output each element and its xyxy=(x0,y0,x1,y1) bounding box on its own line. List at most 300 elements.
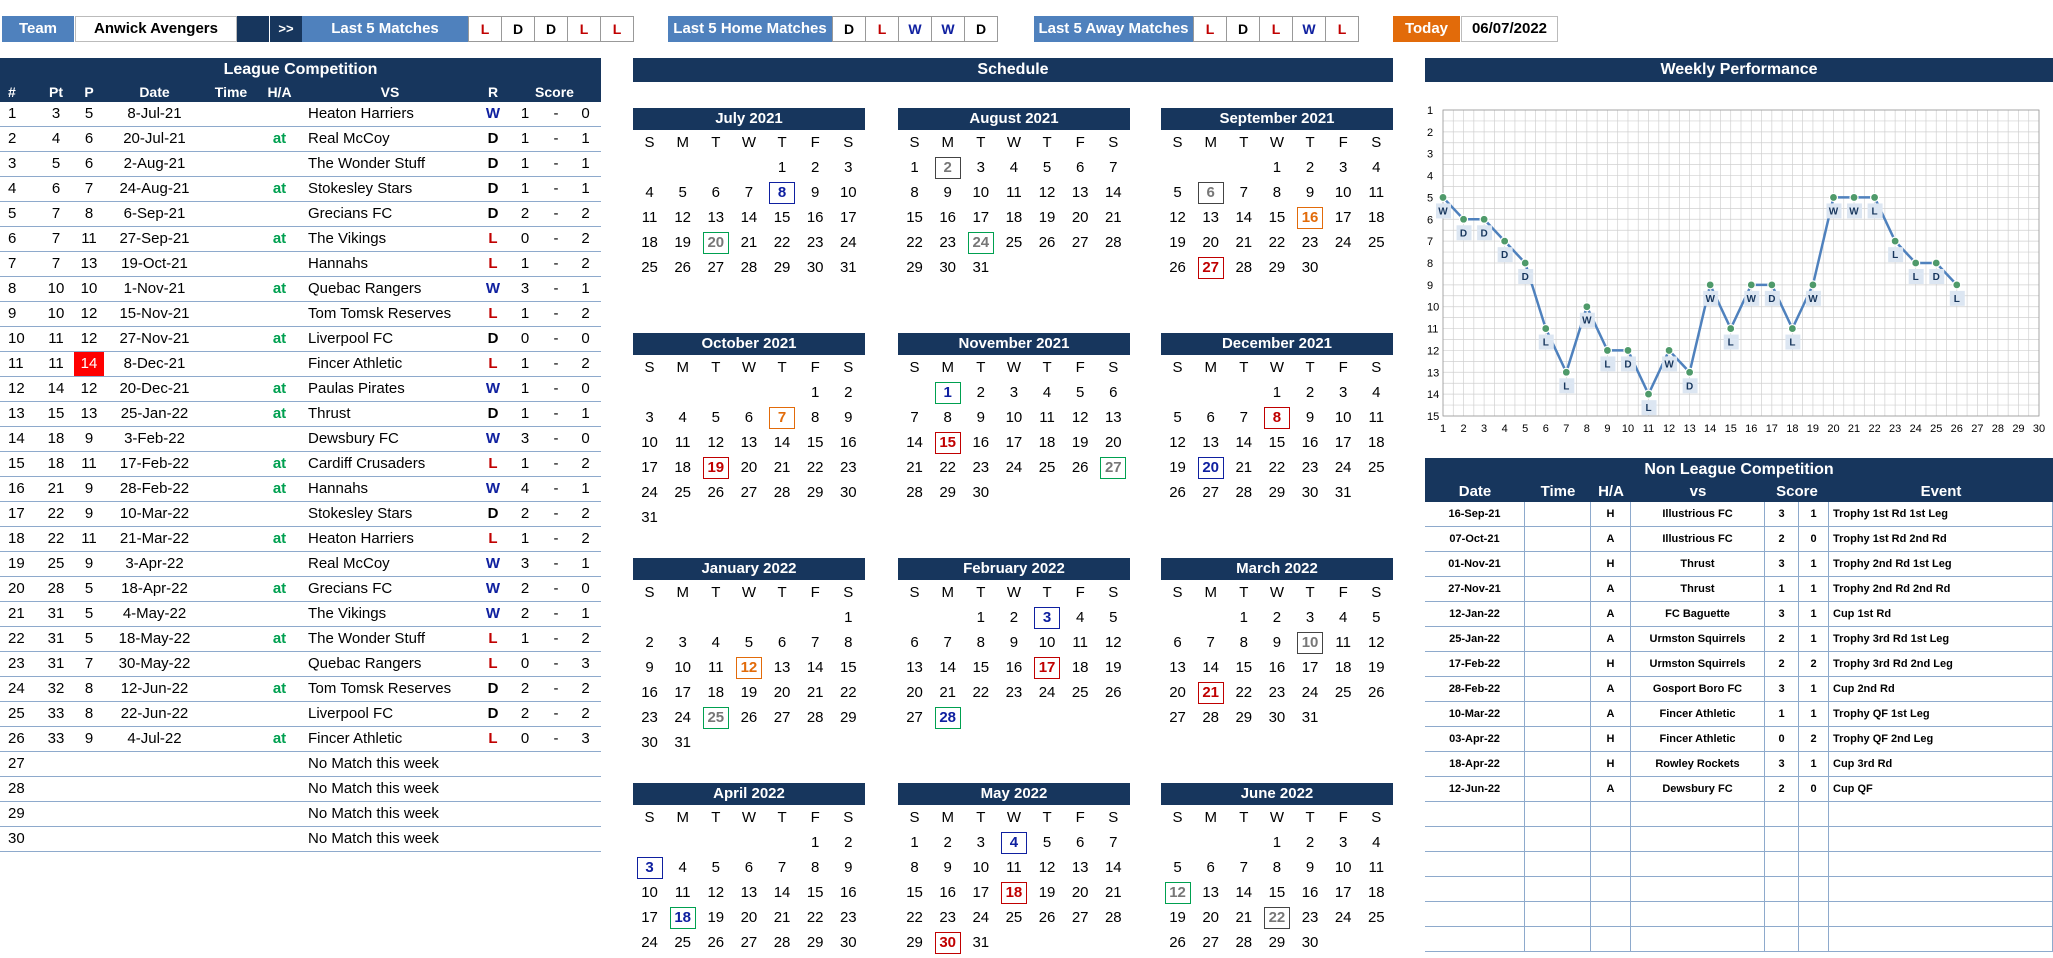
calendar-day[interactable]: 16 xyxy=(1301,884,1319,901)
calendar-day[interactable]: 6 xyxy=(744,409,754,426)
calendar-day[interactable]: 4 xyxy=(1042,384,1052,401)
calendar-day[interactable]: 7 xyxy=(811,634,820,651)
calendar-day[interactable]: 26 xyxy=(1169,484,1186,501)
calendar-day[interactable]: 13 xyxy=(707,209,725,226)
calendar-day[interactable]: 7 xyxy=(1109,159,1118,176)
calendar-day[interactable]: 26 xyxy=(740,709,758,726)
calendar-day[interactable]: 19 xyxy=(1169,234,1186,251)
calendar-day[interactable]: 2 xyxy=(1009,609,1019,626)
match-day-marker[interactable]: 12 xyxy=(1165,882,1191,904)
calendar-day[interactable] xyxy=(699,455,732,480)
calendar-day[interactable]: 23 xyxy=(839,909,857,926)
calendar-day[interactable]: 2 xyxy=(1272,609,1282,626)
calendar-day[interactable]: 21 xyxy=(773,459,791,476)
calendar-day[interactable]: 17 xyxy=(1334,209,1352,226)
match-day-marker[interactable]: 7 xyxy=(769,407,795,429)
calendar-day[interactable]: 29 xyxy=(806,934,824,951)
calendar-day[interactable]: 15 xyxy=(806,434,824,451)
calendar-day[interactable]: 30 xyxy=(1301,259,1319,276)
calendar-day[interactable]: 14 xyxy=(906,434,923,451)
calendar-day[interactable]: 6 xyxy=(910,634,919,651)
calendar-day[interactable]: 1 xyxy=(811,384,820,401)
match-day-marker[interactable]: 12 xyxy=(736,657,762,679)
calendar-day[interactable]: 30 xyxy=(939,259,957,276)
calendar-day[interactable]: 21 xyxy=(740,234,758,251)
calendar-day[interactable]: 25 xyxy=(674,934,692,951)
calendar-day[interactable]: 8 xyxy=(1239,634,1248,651)
calendar-day[interactable]: 6 xyxy=(1076,834,1085,851)
calendar-day[interactable]: 30 xyxy=(972,484,990,501)
calendar-day[interactable]: 3 xyxy=(1339,834,1348,851)
calendar-day[interactable]: 12 xyxy=(707,884,725,901)
calendar-day[interactable]: 15 xyxy=(806,884,824,901)
calendar-day[interactable]: 28 xyxy=(773,934,791,951)
calendar-day[interactable]: 17 xyxy=(1334,884,1352,901)
calendar-day[interactable]: 10 xyxy=(1038,634,1056,651)
calendar-day[interactable]: 22 xyxy=(806,909,824,926)
calendar-day[interactable]: 5 xyxy=(711,409,720,426)
calendar-day[interactable]: 19 xyxy=(1367,659,1385,676)
calendar-day[interactable]: 18 xyxy=(1038,434,1056,451)
calendar-day[interactable]: 20 xyxy=(773,684,791,701)
calendar-day[interactable]: 28 xyxy=(1235,484,1253,501)
calendar-day[interactable]: 12 xyxy=(1038,184,1056,201)
next-team-button[interactable]: >> xyxy=(269,16,302,42)
calendar-day[interactable]: 3 xyxy=(976,159,985,176)
calendar-day[interactable]: 7 xyxy=(1239,184,1248,201)
calendar-day[interactable]: 3 xyxy=(1009,384,1019,401)
calendar-day[interactable]: 5 xyxy=(1173,184,1182,201)
calendar-day[interactable]: 23 xyxy=(641,709,658,726)
match-day-marker[interactable]: 20 xyxy=(1198,457,1224,479)
calendar-day[interactable]: 25 xyxy=(1367,909,1385,926)
calendar-day[interactable]: 30 xyxy=(1268,709,1286,726)
calendar-day[interactable]: 11 xyxy=(1368,184,1385,201)
calendar-day[interactable]: 28 xyxy=(1104,234,1122,251)
calendar-day[interactable]: 23 xyxy=(1301,459,1319,476)
calendar-day[interactable]: 30 xyxy=(1301,934,1319,951)
calendar-day[interactable]: 6 xyxy=(1206,409,1215,426)
match-day-marker[interactable]: 27 xyxy=(1100,457,1126,479)
calendar-day[interactable]: 7 xyxy=(1239,859,1248,876)
match-day-marker[interactable]: 18 xyxy=(670,907,696,929)
calendar-day[interactable]: 10 xyxy=(972,859,990,876)
calendar-day[interactable]: 14 xyxy=(1104,859,1122,876)
calendar-day[interactable]: 3 xyxy=(1339,159,1348,176)
match-day-marker[interactable]: 3 xyxy=(637,857,663,879)
match-day-marker[interactable]: 20 xyxy=(703,232,729,254)
calendar-day[interactable]: 24 xyxy=(674,709,692,726)
match-day-marker[interactable]: 30 xyxy=(935,932,961,954)
calendar-day[interactable]: 5 xyxy=(1042,834,1052,851)
calendar-day[interactable]: 11 xyxy=(1006,184,1022,201)
calendar-day[interactable]: 8 xyxy=(844,634,853,651)
calendar-day[interactable]: 26 xyxy=(1367,684,1385,701)
calendar-day[interactable]: 7 xyxy=(744,184,754,201)
calendar-day[interactable] xyxy=(1194,680,1227,705)
calendar-day[interactable]: 5 xyxy=(1109,609,1118,626)
calendar-day[interactable]: 10 xyxy=(674,659,692,676)
calendar-day[interactable]: 13 xyxy=(740,884,758,901)
calendar-day[interactable]: 7 xyxy=(1109,834,1118,851)
calendar-day[interactable]: 16 xyxy=(839,884,857,901)
calendar-day[interactable]: 13 xyxy=(1202,209,1220,226)
calendar-day[interactable]: 27 xyxy=(707,259,725,276)
calendar-day[interactable] xyxy=(1194,455,1227,480)
match-day-marker[interactable]: 24 xyxy=(968,232,994,254)
calendar-day[interactable]: 11 xyxy=(1335,634,1351,651)
calendar-day[interactable]: 18 xyxy=(1367,884,1385,901)
calendar-day[interactable]: 6 xyxy=(1109,384,1118,401)
calendar-day[interactable]: 31 xyxy=(641,509,658,526)
calendar-day[interactable]: 15 xyxy=(1235,659,1253,676)
calendar-day[interactable]: 27 xyxy=(1071,909,1089,926)
calendar-day[interactable]: 20 xyxy=(1104,434,1122,451)
match-day-marker[interactable]: 8 xyxy=(769,182,795,204)
calendar-day[interactable] xyxy=(1031,605,1064,630)
calendar-day[interactable]: 9 xyxy=(943,859,952,876)
calendar-day[interactable]: 29 xyxy=(806,484,824,501)
calendar-day[interactable]: 5 xyxy=(1042,159,1052,176)
calendar-day[interactable]: 4 xyxy=(1009,159,1019,176)
calendar-day[interactable]: 28 xyxy=(1202,709,1220,726)
calendar-day[interactable] xyxy=(1194,255,1227,280)
calendar-day[interactable]: 25 xyxy=(1071,684,1089,701)
calendar-day[interactable]: 23 xyxy=(1268,684,1286,701)
calendar-day[interactable]: 28 xyxy=(773,484,791,501)
calendar-day[interactable]: 12 xyxy=(1038,859,1056,876)
match-day-marker[interactable]: 1 xyxy=(935,382,961,404)
calendar-day[interactable] xyxy=(997,880,1030,905)
calendar-day[interactable]: 6 xyxy=(1206,859,1215,876)
calendar-day[interactable]: 2 xyxy=(1305,384,1315,401)
calendar-day[interactable]: 13 xyxy=(1071,184,1089,201)
calendar-day[interactable]: 6 xyxy=(777,634,787,651)
calendar-day[interactable]: 21 xyxy=(1235,909,1253,926)
calendar-day[interactable]: 19 xyxy=(707,909,725,926)
calendar-day[interactable]: 16 xyxy=(641,684,658,701)
match-day-marker[interactable]: 6 xyxy=(1198,182,1224,204)
calendar-day[interactable]: 21 xyxy=(1104,884,1122,901)
calendar-day[interactable]: 9 xyxy=(1272,634,1282,651)
calendar-day[interactable]: 13 xyxy=(773,659,791,676)
calendar-day[interactable]: 31 xyxy=(1334,484,1352,501)
calendar-day[interactable]: 23 xyxy=(939,234,957,251)
calendar-day[interactable]: 15 xyxy=(1268,434,1286,451)
calendar-day[interactable]: 19 xyxy=(1038,209,1056,226)
calendar-day[interactable]: 8 xyxy=(910,184,919,201)
calendar-day[interactable]: 15 xyxy=(972,659,990,676)
calendar-day[interactable]: 23 xyxy=(939,909,957,926)
calendar-day[interactable]: 16 xyxy=(972,434,990,451)
calendar-day[interactable]: 13 xyxy=(1104,409,1122,426)
calendar-day[interactable] xyxy=(633,855,666,880)
calendar-day[interactable]: 10 xyxy=(839,184,857,201)
calendar-day[interactable]: 1 xyxy=(910,834,919,851)
calendar-day[interactable]: 29 xyxy=(1268,934,1286,951)
calendar-day[interactable]: 27 xyxy=(1202,484,1220,501)
match-day-marker[interactable]: 10 xyxy=(1297,632,1323,654)
calendar-day[interactable]: 21 xyxy=(1235,234,1253,251)
calendar-day[interactable]: 23 xyxy=(1301,909,1319,926)
calendar-day[interactable]: 4 xyxy=(1372,834,1381,851)
calendar-day[interactable]: 19 xyxy=(1071,434,1089,451)
calendar-day[interactable]: 16 xyxy=(1005,659,1023,676)
calendar-day[interactable] xyxy=(666,905,699,930)
calendar-day[interactable]: 30 xyxy=(1301,484,1319,501)
calendar-day[interactable]: 18 xyxy=(641,234,658,251)
calendar-day[interactable]: 14 xyxy=(1202,659,1220,676)
calendar-day[interactable]: 24 xyxy=(839,234,857,251)
match-day-marker[interactable]: 8 xyxy=(1264,407,1290,429)
calendar-day[interactable]: 5 xyxy=(711,859,720,876)
calendar-day[interactable]: 22 xyxy=(1268,234,1286,251)
calendar-day[interactable]: 22 xyxy=(806,459,824,476)
match-day-marker[interactable]: 22 xyxy=(1264,907,1290,929)
calendar-day[interactable]: 30 xyxy=(641,734,658,751)
calendar-day[interactable]: 31 xyxy=(674,734,692,751)
calendar-day[interactable]: 26 xyxy=(707,484,725,501)
calendar-day[interactable]: 20 xyxy=(1169,684,1186,701)
calendar-day[interactable]: 15 xyxy=(839,659,857,676)
calendar-day[interactable]: 18 xyxy=(1367,434,1385,451)
calendar-day[interactable]: 24 xyxy=(1334,909,1352,926)
calendar-day[interactable] xyxy=(931,430,964,455)
calendar-day[interactable] xyxy=(732,655,765,680)
calendar-day[interactable]: 6 xyxy=(1173,634,1182,651)
calendar-day[interactable]: 12 xyxy=(1367,634,1385,651)
calendar-day[interactable]: 28 xyxy=(740,259,758,276)
calendar-day[interactable]: 7 xyxy=(1206,634,1215,651)
calendar-day[interactable]: 22 xyxy=(906,909,923,926)
calendar-day[interactable]: 20 xyxy=(1202,234,1220,251)
calendar-day[interactable]: 21 xyxy=(906,459,923,476)
calendar-day[interactable]: 8 xyxy=(1272,859,1282,876)
calendar-day[interactable]: 18 xyxy=(707,684,725,701)
calendar-day[interactable]: 17 xyxy=(1334,434,1352,451)
calendar-day[interactable]: 26 xyxy=(1104,684,1122,701)
calendar-day[interactable]: 10 xyxy=(1334,859,1352,876)
calendar-day[interactable]: 15 xyxy=(773,209,791,226)
match-day-marker[interactable]: 18 xyxy=(1001,882,1027,904)
calendar-day[interactable]: 9 xyxy=(1305,184,1315,201)
calendar-day[interactable]: 10 xyxy=(1005,409,1023,426)
calendar-day[interactable]: 11 xyxy=(708,659,724,676)
calendar-day[interactable]: 7 xyxy=(943,634,952,651)
calendar-day[interactable]: 11 xyxy=(1368,409,1385,426)
calendar-day[interactable]: 8 xyxy=(976,634,985,651)
calendar-day[interactable]: 26 xyxy=(1038,909,1056,926)
calendar-day[interactable]: 24 xyxy=(1301,684,1319,701)
calendar-day[interactable]: 18 xyxy=(1071,659,1089,676)
calendar-day[interactable]: 11 xyxy=(1006,859,1022,876)
calendar-day[interactable]: 7 xyxy=(1239,409,1248,426)
calendar-day[interactable]: 24 xyxy=(641,934,658,951)
calendar-day[interactable]: 10 xyxy=(641,434,658,451)
calendar-day[interactable] xyxy=(997,830,1030,855)
calendar-day[interactable]: 25 xyxy=(1367,459,1385,476)
calendar-day[interactable]: 9 xyxy=(811,184,820,201)
calendar-day[interactable]: 16 xyxy=(939,884,957,901)
calendar-day[interactable]: 28 xyxy=(906,484,923,501)
calendar-day[interactable]: 24 xyxy=(1005,459,1023,476)
calendar-day[interactable]: 7 xyxy=(777,859,787,876)
calendar-day[interactable] xyxy=(1260,905,1293,930)
calendar-day[interactable]: 9 xyxy=(844,859,853,876)
calendar-day[interactable]: 29 xyxy=(939,484,957,501)
calendar-day[interactable]: 3 xyxy=(1339,384,1348,401)
calendar-day[interactable] xyxy=(931,380,964,405)
match-day-marker[interactable]: 17 xyxy=(1034,657,1060,679)
calendar-day[interactable]: 14 xyxy=(939,659,957,676)
calendar-day[interactable]: 15 xyxy=(1268,884,1286,901)
calendar-day[interactable]: 4 xyxy=(678,409,687,426)
calendar-day[interactable]: 20 xyxy=(1071,884,1089,901)
calendar-day[interactable]: 21 xyxy=(939,684,957,701)
calendar-day[interactable]: 17 xyxy=(839,209,857,226)
calendar-day[interactable] xyxy=(766,180,799,205)
calendar-day[interactable]: 8 xyxy=(943,409,952,426)
calendar-day[interactable] xyxy=(964,230,997,255)
calendar-day[interactable]: 11 xyxy=(1039,409,1055,426)
match-day-marker[interactable]: 21 xyxy=(1198,682,1224,704)
calendar-day[interactable]: 9 xyxy=(943,184,952,201)
calendar-day[interactable]: 19 xyxy=(1104,659,1122,676)
team-dropdown-arrow[interactable] xyxy=(237,16,269,42)
calendar-day[interactable]: 14 xyxy=(740,209,758,226)
calendar-day[interactable]: 15 xyxy=(1268,209,1286,226)
calendar-day[interactable]: 26 xyxy=(707,934,725,951)
calendar-day[interactable]: 5 xyxy=(744,634,754,651)
calendar-day[interactable]: 22 xyxy=(1235,684,1253,701)
calendar-day[interactable]: 9 xyxy=(844,409,853,426)
calendar-day[interactable]: 8 xyxy=(1272,184,1282,201)
calendar-day[interactable]: 29 xyxy=(1268,259,1286,276)
calendar-day[interactable]: 11 xyxy=(674,884,691,901)
calendar-day[interactable]: 12 xyxy=(707,434,725,451)
calendar-day[interactable]: 4 xyxy=(1372,159,1381,176)
calendar-day[interactable]: 29 xyxy=(906,934,923,951)
calendar-day[interactable]: 20 xyxy=(740,459,758,476)
calendar-day[interactable]: 17 xyxy=(972,209,990,226)
calendar-day[interactable]: 12 xyxy=(674,209,692,226)
calendar-day[interactable]: 1 xyxy=(811,834,820,851)
calendar-day[interactable]: 10 xyxy=(1334,409,1352,426)
calendar-day[interactable] xyxy=(1031,655,1064,680)
calendar-day[interactable]: 2 xyxy=(811,159,820,176)
calendar-day[interactable]: 3 xyxy=(1305,609,1315,626)
calendar-day[interactable]: 19 xyxy=(1169,459,1186,476)
calendar-day[interactable]: 21 xyxy=(1235,459,1253,476)
calendar-day[interactable]: 14 xyxy=(806,659,824,676)
calendar-day[interactable]: 4 xyxy=(1339,609,1348,626)
calendar-day[interactable]: 24 xyxy=(1038,684,1056,701)
calendar-day[interactable]: 16 xyxy=(806,209,824,226)
calendar-day[interactable]: 9 xyxy=(976,409,985,426)
calendar-day[interactable]: 30 xyxy=(839,484,857,501)
calendar-day[interactable]: 1 xyxy=(1272,159,1282,176)
calendar-day[interactable]: 17 xyxy=(972,884,990,901)
calendar-day[interactable]: 29 xyxy=(1235,709,1253,726)
calendar-day[interactable]: 14 xyxy=(773,434,791,451)
calendar-day[interactable]: 25 xyxy=(641,259,658,276)
calendar-day[interactable]: 9 xyxy=(1305,409,1315,426)
calendar-day[interactable]: 22 xyxy=(972,684,990,701)
calendar-day[interactable]: 26 xyxy=(674,259,692,276)
calendar-day[interactable]: 4 xyxy=(1076,609,1085,626)
calendar-day[interactable] xyxy=(1294,205,1327,230)
calendar-day[interactable]: 22 xyxy=(839,684,857,701)
calendar-day[interactable]: 4 xyxy=(1372,384,1381,401)
match-day-marker[interactable]: 15 xyxy=(935,432,961,454)
calendar-day[interactable]: 26 xyxy=(1038,234,1056,251)
calendar-day[interactable]: 31 xyxy=(1301,709,1319,726)
calendar-day[interactable]: 26 xyxy=(1169,934,1186,951)
calendar-day[interactable]: 14 xyxy=(773,884,791,901)
calendar-day[interactable] xyxy=(1161,880,1194,905)
calendar-day[interactable]: 6 xyxy=(1076,159,1085,176)
calendar-day[interactable]: 22 xyxy=(939,459,957,476)
calendar-day[interactable]: 18 xyxy=(1334,659,1352,676)
calendar-day[interactable]: 27 xyxy=(740,484,758,501)
calendar-day[interactable]: 21 xyxy=(773,909,791,926)
calendar-day[interactable]: 10 xyxy=(641,884,658,901)
calendar-day[interactable]: 27 xyxy=(740,934,758,951)
calendar-day[interactable]: 30 xyxy=(839,934,857,951)
team-select[interactable]: Anwick Avengers xyxy=(75,16,237,42)
calendar-day[interactable] xyxy=(766,405,799,430)
calendar-day[interactable]: 30 xyxy=(806,259,824,276)
calendar-day[interactable]: 1 xyxy=(1272,384,1282,401)
calendar-day[interactable]: 26 xyxy=(1169,259,1186,276)
calendar-day[interactable] xyxy=(931,155,964,180)
calendar-day[interactable]: 14 xyxy=(1104,184,1122,201)
calendar-day[interactable]: 2 xyxy=(1305,834,1315,851)
calendar-day[interactable]: 2 xyxy=(645,634,654,651)
calendar-day[interactable]: 29 xyxy=(906,259,923,276)
calendar-day[interactable]: 16 xyxy=(1301,434,1319,451)
calendar-day[interactable]: 1 xyxy=(910,159,919,176)
calendar-day[interactable]: 29 xyxy=(773,259,791,276)
calendar-day[interactable]: 14 xyxy=(1235,209,1253,226)
calendar-day[interactable] xyxy=(1194,180,1227,205)
calendar-day[interactable]: 6 xyxy=(744,859,754,876)
calendar-day[interactable]: 9 xyxy=(645,659,654,676)
calendar-day[interactable]: 2 xyxy=(844,834,853,851)
calendar-day[interactable]: 2 xyxy=(844,384,853,401)
calendar-day[interactable]: 17 xyxy=(1301,659,1319,676)
calendar-day[interactable]: 31 xyxy=(972,259,990,276)
calendar-day[interactable]: 25 xyxy=(1367,234,1385,251)
calendar-day[interactable]: 9 xyxy=(1009,634,1019,651)
calendar-day[interactable]: 23 xyxy=(806,234,824,251)
calendar-day[interactable]: 17 xyxy=(641,909,658,926)
calendar-day[interactable]: 25 xyxy=(1334,684,1352,701)
calendar-day[interactable]: 25 xyxy=(1005,234,1023,251)
calendar-day[interactable]: 23 xyxy=(1005,684,1023,701)
calendar-day[interactable]: 15 xyxy=(906,209,923,226)
calendar-day[interactable]: 1 xyxy=(976,609,985,626)
calendar-day[interactable]: 16 xyxy=(1268,659,1286,676)
calendar-day[interactable]: 18 xyxy=(1367,209,1385,226)
calendar-day[interactable]: 19 xyxy=(1038,884,1056,901)
calendar-day[interactable]: 16 xyxy=(939,209,957,226)
calendar-day[interactable]: 28 xyxy=(1235,934,1253,951)
match-day-marker[interactable]: 27 xyxy=(1198,257,1224,279)
calendar-day[interactable]: 5 xyxy=(1372,609,1381,626)
calendar-day[interactable]: 9 xyxy=(1305,859,1315,876)
calendar-day[interactable] xyxy=(1260,405,1293,430)
